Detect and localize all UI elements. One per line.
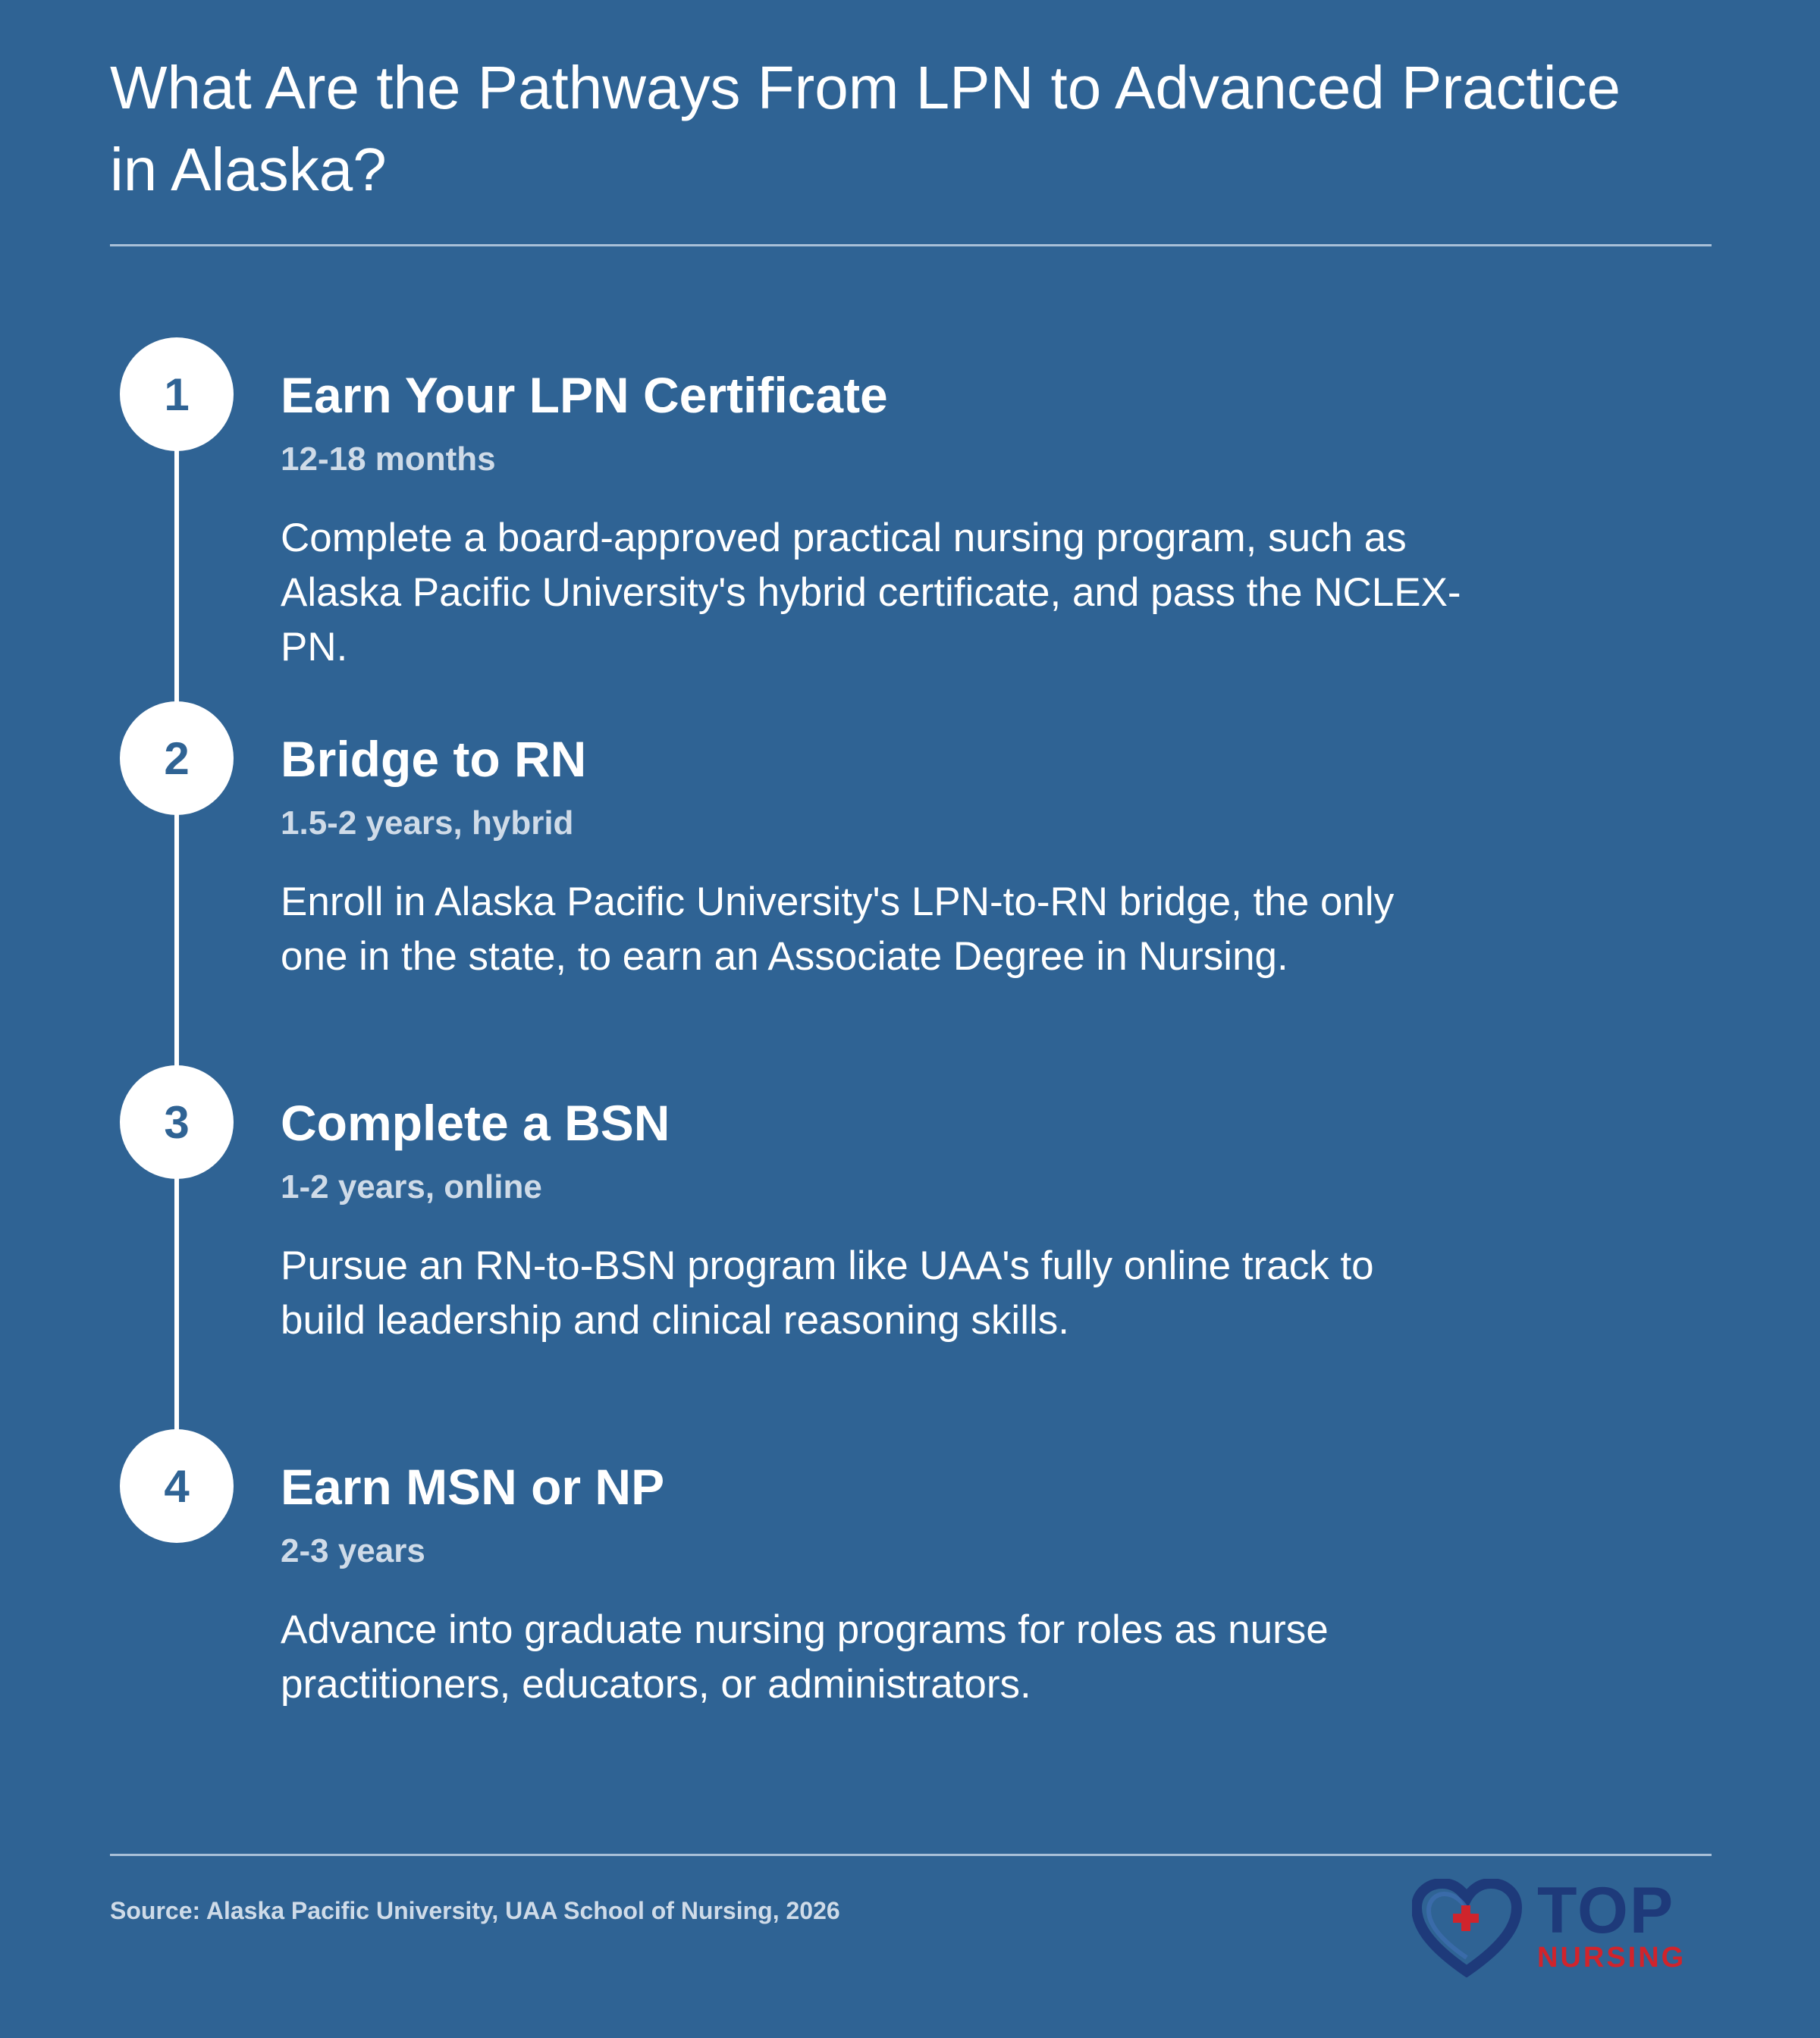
step-3-number-circle: 3: [120, 1065, 234, 1179]
step-1-title: Earn Your LPN Certificate: [281, 367, 888, 423]
step-1-duration: 12-18 months: [281, 441, 496, 478]
step-2-description: Enroll in Alaska Pacific University's LPN-to-RN bridge, the only one in the state, to earn an Associate Degree in Nursing.: [281, 879, 1395, 979]
heart-cross-icon: [1412, 1879, 1522, 1977]
footer-divider: [110, 1854, 1712, 1856]
step-4-title: Earn MSN or NP: [281, 1459, 665, 1515]
top-nursing-logo: [1412, 1874, 1715, 1977]
page-title: What Are the Pathways From LPN to Advanced Practice in Alaska?: [110, 54, 1621, 203]
step-4-description: Advance into graduate nursing programs for roles as nurse practitioners, educators, or administrators.: [281, 1607, 1329, 1707]
header-divider: [110, 244, 1712, 246]
step-2-number-circle: 2: [120, 701, 234, 815]
logo-top-text: TOP: [1537, 1874, 1675, 1947]
step-3-duration: 1-2 years, online: [281, 1168, 542, 1206]
timeline-line: [174, 394, 179, 1516]
step-1-number-circle: 1: [120, 337, 234, 451]
step-2-title: Bridge to RN: [281, 731, 587, 787]
source-note: Source: Alaska Pacific University, UAA School of Nursing, 2026: [110, 1897, 840, 1924]
step-1-description: Complete a board-approved practical nursing program, such as Alaska Pacific University's hybrid certificate, and pass the NCLEX-PN.: [281, 516, 1461, 669]
logo-nursing-text: NURSING: [1537, 1942, 1687, 1974]
step-3-description: Pursue an RN-to-BSN program like UAA's fully online track to build leadership and clinical reasoning skills.: [281, 1243, 1374, 1343]
step-4-number-circle: 4: [120, 1429, 234, 1543]
step-3-title: Complete a BSN: [281, 1095, 670, 1151]
step-2-duration: 1.5-2 years, hybrid: [281, 804, 574, 842]
step-4-duration: 2-3 years: [281, 1532, 425, 1569]
